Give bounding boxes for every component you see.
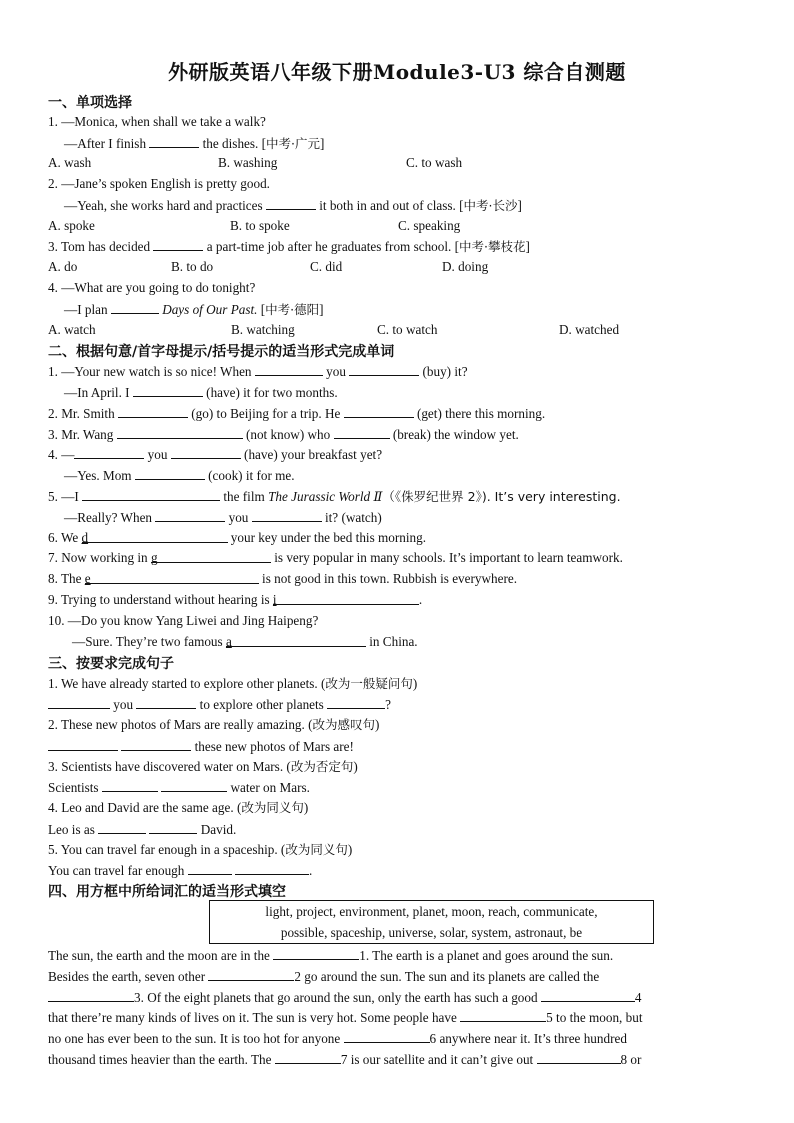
- s3-a4: Leo is as David.: [48, 822, 237, 837]
- blank[interactable]: [149, 134, 199, 148]
- option-c: C. to watch: [377, 322, 438, 337]
- option-a: A. wash: [48, 155, 92, 170]
- section-4-heading: 四、用方框中所给词汇的适当形式填空: [48, 884, 286, 900]
- option-c: C. did: [310, 259, 343, 274]
- blank[interactable]: [255, 362, 323, 376]
- s3-a3: Scientists water on Mars.: [48, 780, 310, 795]
- s3-a5: You can travel far enough .: [48, 863, 313, 878]
- blank[interactable]: [82, 487, 220, 501]
- s2-line-6: 6. We d your key under the bed this morning.: [48, 530, 427, 545]
- section-3-heading: 三、按要求完成句子: [48, 656, 174, 672]
- blank[interactable]: [153, 237, 203, 251]
- blank[interactable]: [48, 988, 134, 1002]
- s1-q1-question: 1. —Monica, when shall we take a walk?: [48, 114, 266, 129]
- s1-q2-answer-line: —Yeah, she works hard and practices it both in and out of class. [中考·长沙]: [64, 198, 522, 213]
- option-a: A. spoke: [48, 218, 95, 233]
- s3-a2: these new photos of Mars are!: [48, 737, 354, 756]
- s1-q1-answer-line: —After I finish the dishes. [中考·广元]: [64, 136, 325, 151]
- blank[interactable]: [334, 425, 390, 439]
- s3-q3: 3. Scientists have discovered water on Mars. (改为否定句): [48, 759, 358, 774]
- blank[interactable]: [344, 1029, 430, 1043]
- option-d: D. doing: [442, 259, 489, 274]
- blank[interactable]: [118, 404, 188, 418]
- blank[interactable]: [136, 695, 196, 709]
- blank[interactable]: [121, 737, 191, 751]
- blank[interactable]: [171, 445, 241, 459]
- blank[interactable]: [235, 861, 309, 875]
- blank[interactable]: [74, 445, 144, 459]
- s3-a1: you to explore other planets ?: [48, 695, 391, 714]
- s4-passage-line-6: thousand times heavier than the earth. The 7 is our satellite and it can’t give out 8 or: [48, 1052, 642, 1067]
- s3-q1: 1. We have already started to explore other planets. (改为一般疑问句): [48, 676, 418, 691]
- s2-line-1b: —In April. I (have) it for two months.: [64, 385, 338, 400]
- s2-line-10b: —Sure. They’re two famous a in China.: [72, 634, 418, 649]
- blank[interactable]: [48, 695, 110, 709]
- blank[interactable]: [111, 300, 159, 314]
- blank[interactable]: [161, 778, 227, 792]
- s1-q4-answer-line: —I plan Days of Our Past. [中考·德阳]: [64, 302, 324, 317]
- blank[interactable]: g: [151, 549, 271, 563]
- blank[interactable]: [460, 1008, 546, 1022]
- blank[interactable]: [155, 508, 225, 522]
- s2-line-7: 7. Now working in g is very popular in many schools. It’s important to learn teamwork.: [48, 550, 623, 565]
- blank[interactable]: i: [273, 591, 419, 605]
- option-a: A. watch: [48, 322, 96, 337]
- blank[interactable]: [135, 466, 205, 480]
- s2-line-5b: —Really? When you it? (watch): [64, 510, 382, 525]
- option-b: B. to do: [171, 259, 214, 274]
- s4-passage-line-1: The sun, the earth and the moon are in the 1. The earth is a planet and goes around the sun.: [48, 948, 614, 963]
- blank[interactable]: [537, 1050, 621, 1064]
- blank[interactable]: [188, 861, 232, 875]
- option-c: C. speaking: [398, 218, 461, 233]
- s2-line-1a: 1. —Your new watch is so nice! When you (buy) it?: [48, 364, 468, 379]
- option-a: A. do: [48, 259, 78, 274]
- section-1-heading: 一、单项选择: [48, 95, 132, 111]
- word-box-line-2: possible, spaceship, universe, solar, system, astronaut, be: [280, 925, 583, 940]
- option-b: B. watching: [231, 322, 295, 337]
- s2-line-3: 3. Mr. Wang (not know) who (break) the window yet.: [48, 427, 519, 442]
- s3-q4: 4. Leo and David are the same age. (改为同义句): [48, 800, 309, 815]
- option-b: B. to spoke: [230, 218, 290, 233]
- page-title: 外研版英语八年级下册Module3-U3 综合自测题: [168, 60, 626, 84]
- s4-passage-line-4: that there’re many kinds of lives on it. The sun is very hot. Some people have 5 to the moon, but: [48, 1010, 643, 1025]
- s4-passage-line-3: 3. Of the eight planets that go around the sun, only the earth has such a good 4: [48, 988, 641, 1007]
- blank[interactable]: a: [226, 633, 366, 647]
- blank[interactable]: [541, 988, 635, 1002]
- s2-line-4b: —Yes. Mom (cook) it for me.: [64, 468, 295, 483]
- s1-q2-question: 2. —Jane’s spoken English is pretty good.: [48, 176, 270, 191]
- blank[interactable]: [252, 508, 322, 522]
- option-d: D. watched: [559, 322, 620, 337]
- s4-passage-line-5: no one has ever been to the sun. It is too hot for anyone 6 anywhere near it. It’s three hundred: [48, 1031, 627, 1046]
- s2-line-2: 2. Mr. Smith (go) to Beijing for a trip. He (get) there this morning.: [48, 406, 546, 421]
- s1-q4-question: 4. —What are you going to do tonight?: [48, 280, 256, 295]
- s3-q5: 5. You can travel far enough in a spaceship. (改为同义句): [48, 842, 353, 857]
- option-b: B. washing: [218, 155, 278, 170]
- blank[interactable]: [266, 196, 316, 210]
- blank[interactable]: d: [82, 529, 228, 543]
- s3-q2: 2. These new photos of Mars are really amazing. (改为感叹句): [48, 717, 380, 732]
- s2-line-4a: 4. — you (have) your breakfast yet?: [48, 447, 383, 462]
- s2-line-5a: 5. —I the film The Jurassic World Ⅱ（《侏罗纪世界 2》). It’s very interesting.: [48, 489, 621, 504]
- blank[interactable]: [117, 425, 243, 439]
- blank[interactable]: [273, 946, 359, 960]
- option-c: C. to wash: [406, 155, 463, 170]
- s2-line-9: 9. Trying to understand without hearing is i .: [48, 592, 423, 607]
- s2-line-10a: 10. —Do you know Yang Liwei and Jing Haipeng?: [48, 613, 319, 628]
- blank[interactable]: [349, 362, 419, 376]
- blank[interactable]: [102, 778, 158, 792]
- s4-passage-line-2: Besides the earth, seven other 2 go around the sun. The sun and its planets are called the: [48, 969, 600, 984]
- blank[interactable]: [208, 967, 294, 981]
- blank[interactable]: [98, 820, 146, 834]
- word-box: [209, 900, 654, 944]
- blank[interactable]: [149, 820, 197, 834]
- section-2-heading: 二、根据句意/首字母提示/括号提示的适当形式完成单词: [48, 344, 395, 360]
- blank[interactable]: [133, 383, 203, 397]
- blank[interactable]: [275, 1050, 341, 1064]
- s2-line-8: 8. The e is not good in this town. Rubbish is everywhere.: [48, 571, 517, 586]
- blank[interactable]: [344, 404, 414, 418]
- s1-q3-question: 3. Tom has decided a part-time job after he graduates from school. [中考·攀枝花]: [48, 239, 530, 254]
- blank[interactable]: e: [85, 570, 259, 584]
- blank[interactable]: [48, 737, 118, 751]
- blank[interactable]: [327, 695, 385, 709]
- word-box-line-1: light, project, environment, planet, moon, reach, communicate,: [265, 904, 598, 919]
